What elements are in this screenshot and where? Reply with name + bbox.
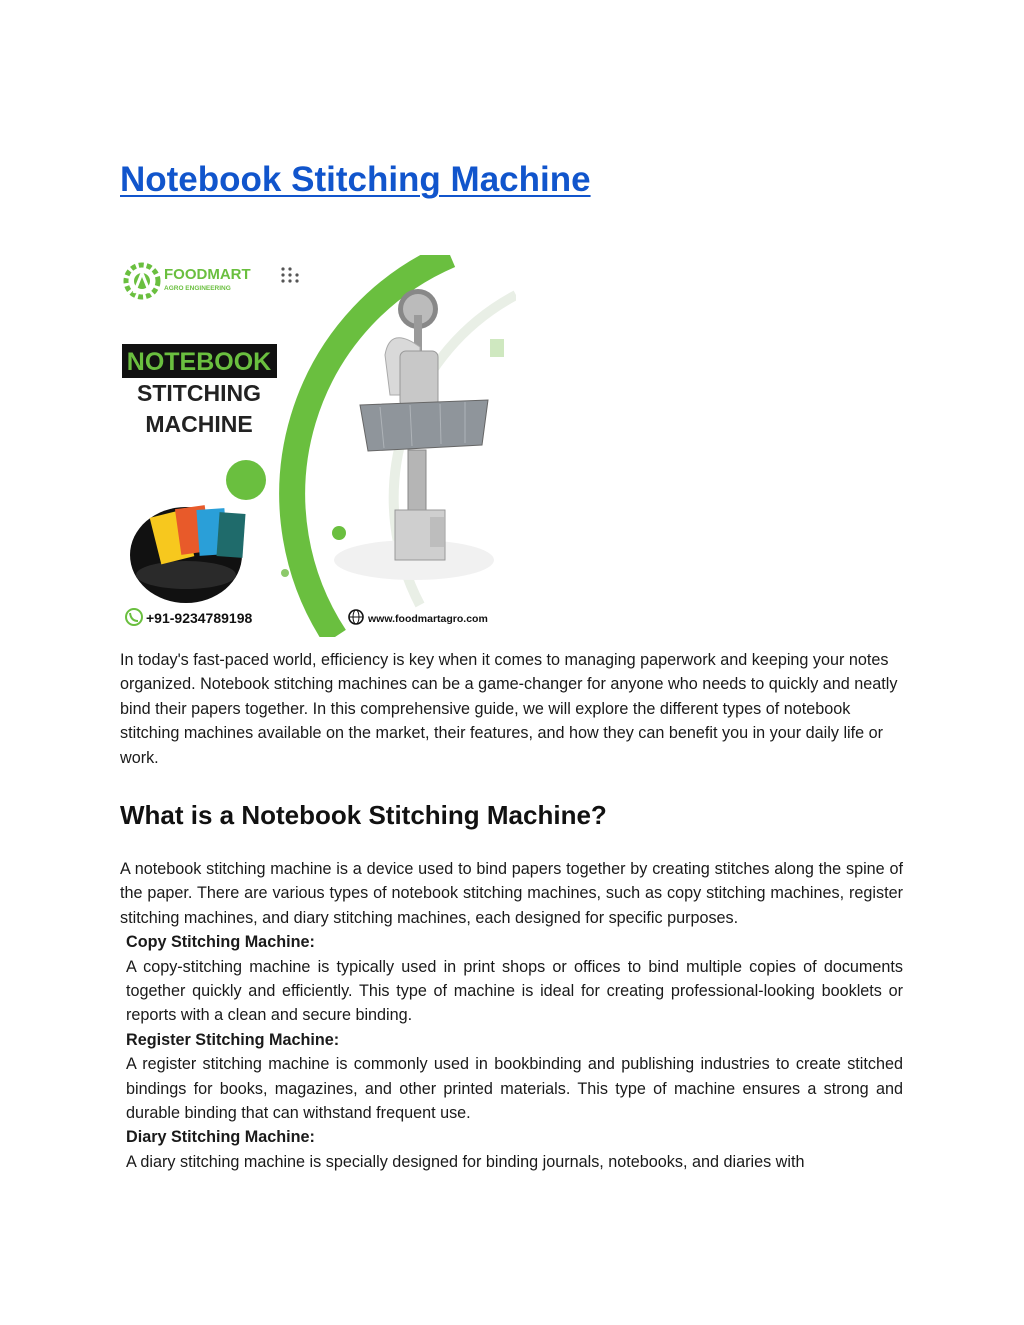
phone-number: +91-9234789198 (146, 610, 253, 626)
section-body (120, 857, 903, 1174)
type-heading: Copy Stitching Machine: (126, 933, 315, 952)
headline-word-2: STITCHING (137, 380, 261, 406)
dots-grid-decoration (281, 267, 298, 282)
page-title-link[interactable]: Notebook Stitching Machine (120, 160, 591, 199)
section-intro-paragraph: A notebook stitching machine is a device used to bind papers together by creating stitches along the spine of the paper. There are various types of notebook stitching machines, such as copy stitching machines, register stitching machines, and diary stitching machines, each designed for specific purposes. (120, 860, 903, 927)
green-dot-small (332, 526, 346, 540)
green-dot-large (226, 460, 266, 500)
notebooks-illustration (130, 505, 246, 603)
type-description: A copy-stitching machine is typically used in print shops or offices to bind multiple copies of documents together quickly and efficiently. This type of machine is ideal for creating professional-looking booklets or reports with a clean and secure binding. (126, 957, 903, 1025)
intro-paragraph: In today's fast-paced world, efficiency is key when it comes to managing paperwork and keeping your notes organized. Notebook stitching machines can be a game-changer for anyone who needs to quickly and neatly bind their papers together. In this comprehensive guide, we will explore the different types of notebook stitching machines available on the market, their features, and how they can benefit you in your daily life or work. (120, 651, 898, 767)
product-banner-image (120, 255, 516, 637)
green-square-decoration (490, 339, 504, 357)
type-heading: Diary Stitching Machine: (126, 1128, 315, 1147)
brand-tagline: AGRO ENGINEERING (164, 285, 231, 292)
brand-name: FOODMART (164, 266, 251, 283)
foodmart-logo-icon (126, 265, 158, 297)
section-heading: What is a Notebook Stitching Machine? (120, 800, 607, 830)
type-description: A register stitching machine is commonly used in bookbinding and publishing industries to create stitched bindings for books, magazines, and other printed materials. This type of machine ensures a strong and durable binding that can withstand frequent use. (126, 1055, 903, 1123)
website-url: www.foodmartagro.com (368, 613, 488, 625)
headline-word-1: NOTEBOOK (126, 348, 272, 376)
green-dot-tiny (281, 569, 289, 577)
phone-icon (126, 609, 142, 625)
type-heading: Register Stitching Machine: (126, 1030, 340, 1049)
globe-icon (349, 610, 363, 624)
type-description: A diary stitching machine is specially designed for binding journals, notebooks, and diaries with (126, 1152, 805, 1171)
headline-word-3: MACHINE (145, 411, 253, 437)
